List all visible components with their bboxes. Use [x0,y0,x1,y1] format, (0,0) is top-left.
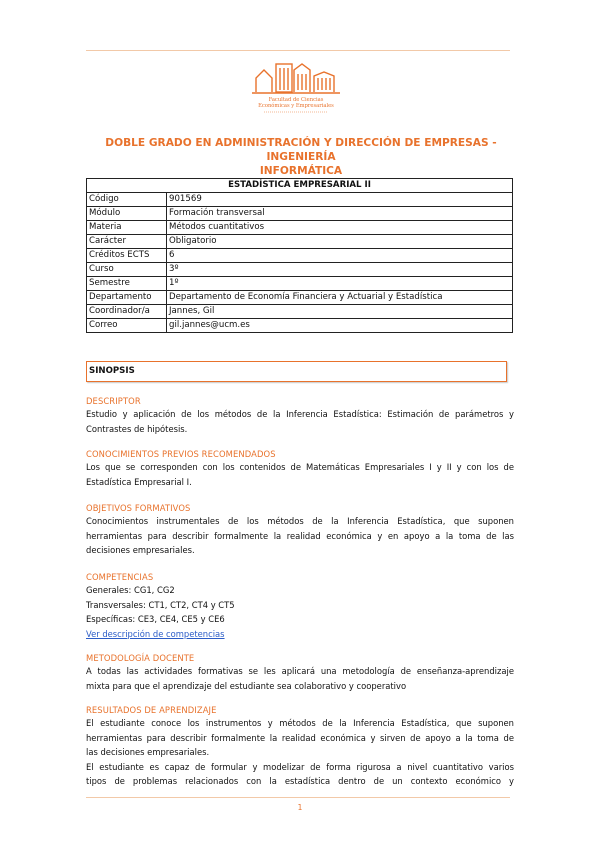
table-row: Créditos ECTS 6 [87,249,513,263]
email-value: gil.jannes@ucm.es [167,319,513,333]
competencies-heading: COMPETENCIAS [86,572,154,582]
competencies-link[interactable]: Ver descripción de competencias [86,628,225,639]
footer-rule [86,797,510,798]
svg-text:Económicas y Empresariales: Económicas y Empresariales [258,103,334,109]
learning-outcomes-heading: RESULTADOS DE APRENDIZAJE [86,705,217,715]
degree-title: DOBLE GRADO EN ADMINISTRACIÓN Y DIRECCIÓN DE EMPRESAS - INGENIERÍA INFORMÁTICA [105,137,497,177]
section-header-sinopsis: SINOPSIS [86,361,507,382]
descriptor-text: Estudio y aplicación de los métodos de la Inferencia Estadística: Estimación de parámetros y Contrastes de hipótesis. [86,409,514,434]
objectives-heading: OBJETIVOS FORMATIVOS [86,503,191,513]
subject-title: ESTADÍSTICA EMPRESARIAL II [87,179,513,193]
table-row: Código 901569 [87,193,513,207]
competencies-text: Generales: CG1, CG2 Transversales: CT1, CT2, CT4 y CT5 Específicas: CE3, CE4, CE5 y CE6 Ver descripción de competencias [86,585,235,639]
table-row: Semestre 1º [87,277,513,291]
learning-outcomes-text: El estudiante conoce los instrumentos y métodos de la Inferencia Estadística, que suponen herramientas para describir formalmente la realidad económica y sirven de apoyo a la toma de las decisiones empresariales. El estudiante es capaz de formular y modelizar de forma rigurosa a nivel cuantitativo varios tipos de problemas relacionados con la estadística dentro de un contexto económico y [86,718,514,786]
methodology-heading: METODOLOGÍA DOCENTE [86,653,195,663]
header-rule [86,50,510,51]
table-row: Coordinador/a Jannes, Gil [87,305,513,319]
faculty-logo [250,60,350,118]
table-row: Carácter Obligatorio [87,235,513,249]
svg-text:Facultad de Ciencias: Facultad de Ciencias [268,97,324,103]
prior-knowledge-heading: CONOCIMIENTOS PREVIOS RECOMENDADOS [86,449,276,459]
methodology-text: A todas las actividades formativas se les aplicará una metodología de enseñanza-aprendizaje mixta para que el aprendizaje del estudiante sea colaborativo y cooperativo [86,666,514,691]
table-row: Departamento Departamento de Economía Financiera y Actuarial y Estadística [87,291,513,305]
table-row: Módulo Formación transversal [87,207,513,221]
table-row: Curso 3º [87,263,513,277]
subject-info-table [86,178,513,333]
descriptor-heading: DESCRIPTOR [86,396,141,406]
prior-knowledge-text: Los que se corresponden con los contenidos de Matemáticas Empresariales I y II y con los de Estadística Empresarial I. [86,462,514,487]
objectives-text: Conocimientos instrumentales de los métodos de la Inferencia Estadística, que suponen herramientas para describir formalmente la realidad económica y en apoyo a la toma de las decisiones empresariales. [86,516,514,555]
page-number: 1 [297,803,303,812]
table-row: Materia Métodos cuantitativos [87,221,513,235]
table-row: Correo gil.jannes@ucm.es [87,319,513,333]
